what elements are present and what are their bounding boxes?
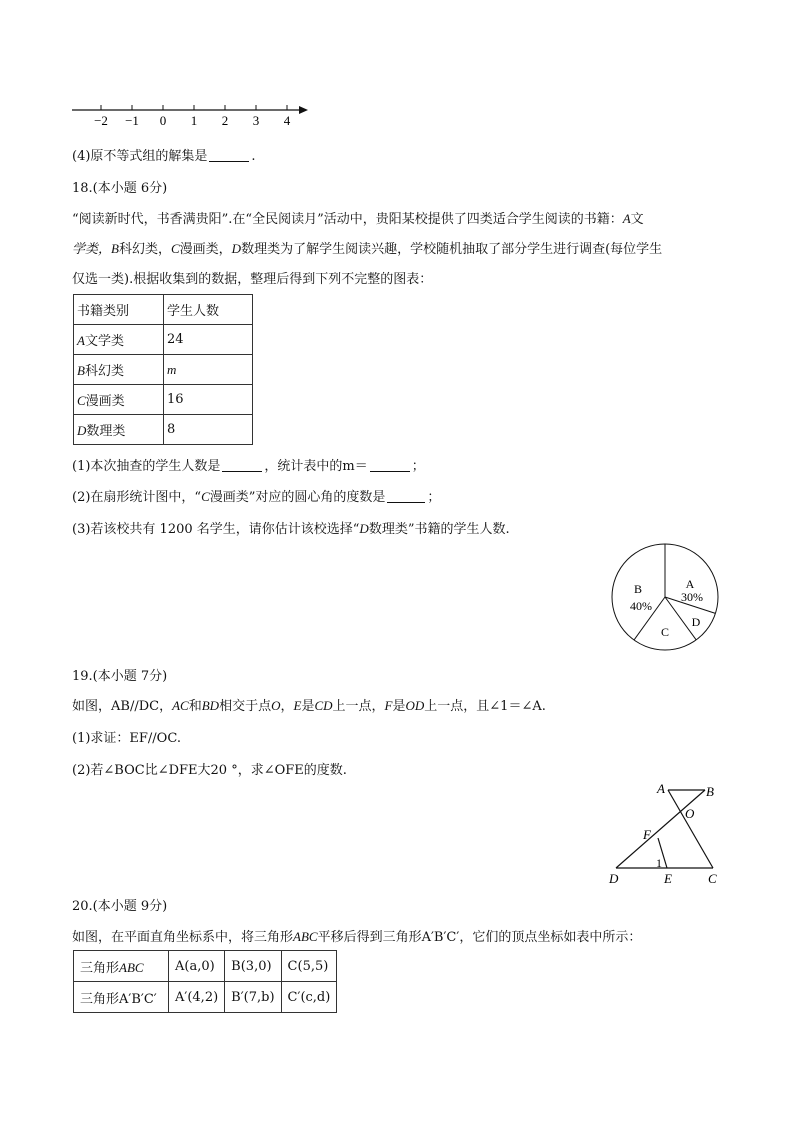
tick-label: −1 [125,113,139,128]
table-cell: 8 [164,415,253,445]
q19-stem: 如图，AB//DC，AC和BD相交于点O，E是CD上一点，F是OD上一点，且∠1＝∠A. [72,698,546,714]
tick-label: 4 [283,113,291,128]
pie-chart [608,540,728,655]
q19-part1: (1)求证：EF//OC. [72,731,181,746]
q20-header: 20.(本小题 9分) [72,899,168,914]
table-cell: A′(4,2) [169,982,225,1013]
table-cell: 三角形A′B′C′ [74,982,169,1013]
table-cell: 24 [164,325,253,355]
tick-label: 0 [159,113,167,128]
geometry-figure [600,778,735,888]
pie-pct-a: 30% [681,590,703,604]
table-cell: 16 [164,385,253,415]
table-cell: A(a,0) [169,951,225,982]
tick-label: 2 [221,113,229,128]
table-row [74,325,253,355]
q18-intro-line2: 学类，B科幻类，C漫画类，D数理类为了解学生阅读兴趣，学校随机抽取了部分学生进行调查(每位学生 [72,241,663,257]
pie-pct-b: 40% [630,599,652,613]
point-label-b: B [706,784,714,799]
point-label-o: O [685,806,695,821]
q18-intro-line3: 仅选一类).根据收集到的数据，整理后得到下列不完整的图表： [72,272,433,287]
tick-label: 3 [252,113,260,128]
table-cell: m [164,355,253,385]
answer-blank[interactable] [222,459,262,472]
table-row [74,415,253,445]
table-header-cell: 书籍类别 [74,295,164,325]
q18-stats-table [73,294,253,445]
table-row [74,982,337,1013]
table-cell: B科幻类 [74,355,164,385]
table-row [74,385,253,415]
q18-intro-line1: “阅读新时代，书香满贵阳”.在“全民阅读月”活动中，贵阳某校提供了四类适合学生阅读的书籍：A文 [72,211,644,227]
table-cell: 三角形ABC [74,951,169,982]
pie-label-d: D [691,615,701,629]
answer-blank[interactable] [387,490,425,503]
table-cell: C′(c,d) [281,982,337,1013]
q19-part2: (2)若∠BOC比∠DFE大20 °，求∠OFE的度数. [72,763,347,778]
table-cell: C漫画类 [74,385,164,415]
q18-part1: (1)本次抽查的学生人数是 ，统计表中的m＝ ； [72,459,425,474]
tick-label: −2 [94,113,108,128]
table-row [74,355,253,385]
q19-header: 19.(本小题 7分) [72,669,168,684]
q18-part3: (3)若该校共有 1200 名学生，请你估计该校选择“D数理类”书籍的学生人数. [72,521,510,537]
table-cell: A文学类 [74,325,164,355]
answer-blank[interactable] [209,149,249,162]
table-cell: C(5,5) [281,951,337,982]
table-header-cell: 学生人数 [164,295,253,325]
pie-label-a: A [685,577,695,591]
q17-part4: (4)原不等式组的解集是 . [72,149,256,164]
point-label-a: A [657,781,665,796]
q18-header: 18.(本小题 6分) [72,181,168,196]
segment-ac [668,790,713,868]
table-row [74,951,337,982]
q20-coordinate-table [73,950,337,1013]
table-cell: D数理类 [74,415,164,445]
point-label-e: E [664,871,672,886]
table-cell: B′(7,b) [225,982,281,1013]
point-label-d: D [609,871,619,886]
answer-blank[interactable] [370,459,410,472]
pie-label-c: C [660,625,670,639]
table-header-row [74,295,253,325]
q18-part2: (2)在扇形统计图中，“C漫画类”对应的圆心角的度数是 ； [72,489,441,505]
table-cell: B(3,0) [225,951,281,982]
pie-label-b: B [633,582,643,596]
q20-intro: 如图，在平面直角坐标系中，将三角形ABC平移后得到三角形A′B′C′，它们的顶点坐标如表中所示： [72,929,642,945]
point-label-c: C [708,871,717,886]
angle-label-1: 1 [656,856,662,870]
point-label-f: F [643,827,651,842]
number-line [70,100,315,130]
tick-label: 1 [190,113,198,128]
